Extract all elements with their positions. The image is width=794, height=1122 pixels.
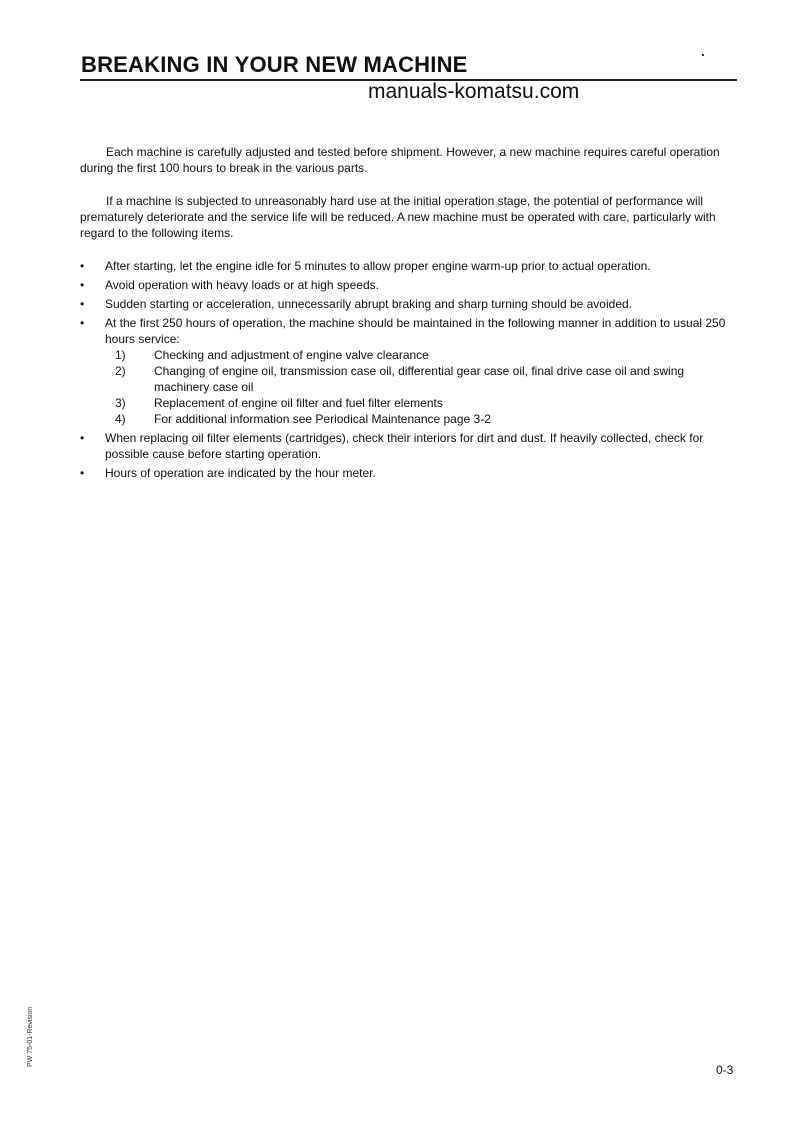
sub-item-text: Changing of engine oil, transmission case oil, differential gear case oil, final drive case oil and swing machinery case oil [154,364,685,394]
sub-item-text: Checking and adjustment of engine valve clearance [154,348,429,362]
intro-paragraph-1-text: Each machine is carefully adjusted and tested before shipment. However, a new machine requires careful operation during the first 100 hours to break in the various parts. [80,145,720,175]
sub-item-number: 4) [115,412,126,426]
list-item [80,277,740,293]
sub-list-item [105,395,740,411]
page-title: BREAKING IN YOUR NEW MACHINE [81,52,468,77]
list-item [80,465,740,481]
list-item-text: After starting, let the engine idle for 5 minutes to allow proper engine warm-up prior to actual operation. [105,259,651,273]
document-code: PW 75-01-Revision [27,1006,34,1067]
sub-list-item [105,363,740,395]
bullet-icon: • [80,316,85,330]
list-item-text: When replacing oil filter elements (cartridges), check their interiors for dirt and dust. If heavily collected, check for possible cause before starting operation. [105,431,704,461]
sub-list [105,347,740,427]
bullet-icon: • [80,431,85,445]
watermark: manuals-komatsu.com [368,80,580,103]
intro-paragraph-2-text: If a machine is subjected to unreasonably hard use at the initial operation stage, the potential of performance will prematurely deteriorate and the service life will be reduced. A new machine must be operated with care, particularly with regard to the following items. [80,194,716,240]
sub-item-number: 1) [115,348,126,362]
list-item-text: Sudden starting or acceleration, unnecessarily abrupt braking and sharp turning should be avoided. [105,297,633,311]
stray-mark [702,54,704,56]
sub-list-item [105,347,740,363]
intro-paragraph-1 [80,144,730,176]
sub-item-text: For additional information see Periodical Maintenance page 3-2 [154,412,491,426]
list-item [80,296,740,312]
bullet-list [80,258,740,484]
sub-item-number: 2) [115,364,126,378]
bullet-icon: • [80,278,85,292]
list-item [80,258,740,274]
list-item [80,430,740,462]
bullet-icon: • [80,297,85,311]
sub-item-number: 3) [115,396,126,410]
page-number: 0-3 [716,1063,734,1077]
bullet-icon: • [80,466,85,480]
sub-list-item [105,411,740,427]
sub-item-text: Replacement of engine oil filter and fuel filter elements [154,396,443,410]
list-item [80,315,740,427]
intro-paragraph-2 [80,193,730,241]
list-item-text: Avoid operation with heavy loads or at high speeds. [105,278,379,292]
list-item-text: Hours of operation are indicated by the hour meter. [105,466,376,480]
list-item-text: At the first 250 hours of operation, the machine should be maintained in the following manner in addition to usual 250 hours service: [105,316,726,346]
bullet-icon: • [80,259,85,273]
